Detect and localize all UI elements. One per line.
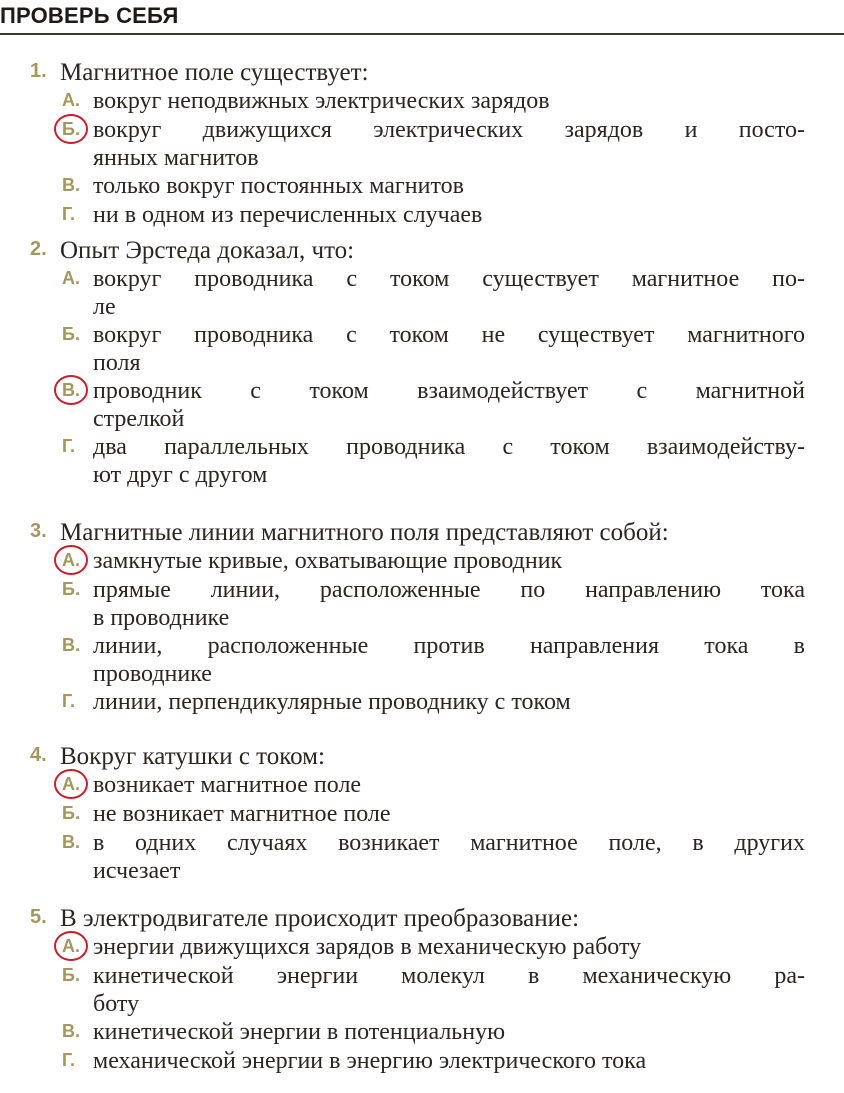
option-text (93, 632, 805, 688)
option-text-line2: ле (93, 294, 116, 320)
option-text (93, 116, 805, 172)
option-text-line1: замкнутые кривые, охватывающие проводник (93, 548, 563, 574)
question-1 (0, 58, 844, 230)
option-letter: В. (62, 1021, 80, 1041)
page-title: ПРОВЕРЬ СЕБЯ (0, 3, 179, 28)
option-letter: В. (62, 635, 80, 655)
option-text-line1: не возникает магнитное поле (93, 801, 391, 827)
option-letter: Г. (62, 1050, 75, 1070)
option-text-line1: линии, расположенные против направления тока в (93, 633, 805, 659)
option-letter: Б. (62, 803, 80, 823)
question-text: Магнитные линии магнитного поля представляют собой: (60, 519, 669, 546)
option-letter: Г. (62, 204, 75, 224)
option-letter: Г. (62, 436, 75, 456)
option-letter: А. (62, 936, 80, 956)
question-line (0, 58, 844, 87)
question-line (0, 518, 844, 547)
answer-option (0, 962, 844, 1018)
option-text (93, 800, 805, 828)
option-text-line1: только вокруг постоянных магнитов (93, 173, 464, 199)
option-text (93, 576, 805, 632)
answer-option (0, 265, 844, 321)
option-text-line1: вокруг неподвижных электрических зарядов (93, 88, 550, 114)
option-text-line1: кинетической энергии молекул в механическую ра- (93, 963, 805, 989)
option-text-line1: вокруг проводника с током существует магнитное по- (93, 266, 805, 292)
answer-option (0, 576, 844, 632)
option-text (93, 1047, 805, 1075)
option-text-line1: энергии движущихся зарядов в механическую работу (93, 934, 642, 960)
option-text-line1: в одних случаях возникает магнитное поле, в других (93, 830, 805, 856)
option-letter: А. (62, 550, 80, 570)
option-text-line1: возникает магнитное поле (93, 772, 362, 798)
question-4 (0, 742, 844, 885)
question-text: В электродвигателе происходит преобразование: (60, 905, 580, 932)
option-text-line1: проводник с током взаимодействует с магнитной (93, 378, 805, 404)
question-number: 3. (30, 520, 47, 542)
answer-option (0, 87, 844, 116)
option-text-line1: вокруг движущихся электрических зарядов и посто- (93, 117, 805, 143)
option-text-line2: поля (93, 350, 141, 376)
option-text-line1: прямые линии, расположенные по направлению тока (93, 577, 805, 603)
option-text (93, 962, 805, 1018)
option-text-line1: ни в одном из перечисленных случаев (93, 202, 483, 228)
option-text (93, 433, 805, 489)
answer-option (0, 377, 844, 433)
option-text-line1: линии, перпендикулярные проводнику с током (93, 689, 571, 715)
answer-option (0, 829, 844, 885)
option-text (93, 377, 805, 433)
option-text (93, 688, 805, 716)
answer-option (0, 116, 844, 172)
question-number: 4. (30, 744, 47, 766)
answer-option (0, 933, 844, 962)
option-text-line2: янных магнитов (93, 145, 259, 171)
option-text (93, 172, 805, 200)
option-text-line1: кинетической энергии в потенциальную (93, 1019, 506, 1045)
option-letter: В. (62, 175, 80, 195)
option-text-line2: в проводнике (93, 605, 230, 631)
option-letter: Б. (62, 119, 80, 139)
answer-option (0, 1018, 844, 1047)
answer-option (0, 321, 844, 377)
option-text-line2: проводнике (93, 661, 212, 687)
option-text (93, 771, 805, 799)
answer-option (0, 800, 844, 829)
option-text-line2: боту (93, 991, 140, 1017)
question-2 (0, 236, 844, 489)
question-number: 2. (30, 238, 47, 260)
question-text: Магнитное поле существует: (60, 59, 369, 86)
question-number: 1. (30, 60, 47, 82)
option-letter: Г. (62, 691, 75, 711)
answer-option (0, 1047, 844, 1076)
question-line (0, 904, 844, 933)
option-text (93, 321, 805, 377)
question-line (0, 742, 844, 771)
answer-option (0, 771, 844, 800)
option-letter: Б. (62, 965, 80, 985)
option-text (93, 547, 805, 575)
option-letter: Б. (62, 579, 80, 599)
option-text (93, 933, 805, 961)
option-letter: А. (62, 90, 80, 110)
option-text-line2: исчезает (93, 858, 181, 884)
option-letter: В. (62, 832, 80, 852)
option-letter: А. (62, 268, 80, 288)
question-number: 5. (30, 906, 47, 928)
question-3 (0, 518, 844, 717)
option-text-line1: вокруг проводника с током не существует магнитного (93, 322, 805, 348)
answer-option (0, 433, 844, 489)
option-text (93, 829, 805, 885)
option-letter: Б. (62, 324, 80, 344)
option-text-line2: ют друг с другом (93, 462, 268, 488)
option-text-line1: два параллельных проводника с током взаимодейству- (93, 434, 805, 460)
option-text (93, 87, 805, 115)
option-text (93, 1018, 805, 1046)
answer-option (0, 201, 844, 230)
answer-option (0, 547, 844, 576)
option-text-line1: механической энергии в энергию электрического тока (93, 1048, 647, 1074)
option-text-line2: стрелкой (93, 406, 185, 432)
answer-option (0, 632, 844, 688)
option-letter: В. (62, 380, 80, 400)
option-text (93, 201, 805, 229)
answer-option (0, 688, 844, 717)
question-text: Вокруг катушки с током: (60, 743, 325, 770)
option-letter: А. (62, 774, 80, 794)
option-text (93, 265, 805, 321)
question-line (0, 236, 844, 265)
question-5 (0, 904, 844, 1076)
answer-option (0, 172, 844, 201)
question-text: Опыт Эрстеда доказал, что: (60, 237, 355, 264)
